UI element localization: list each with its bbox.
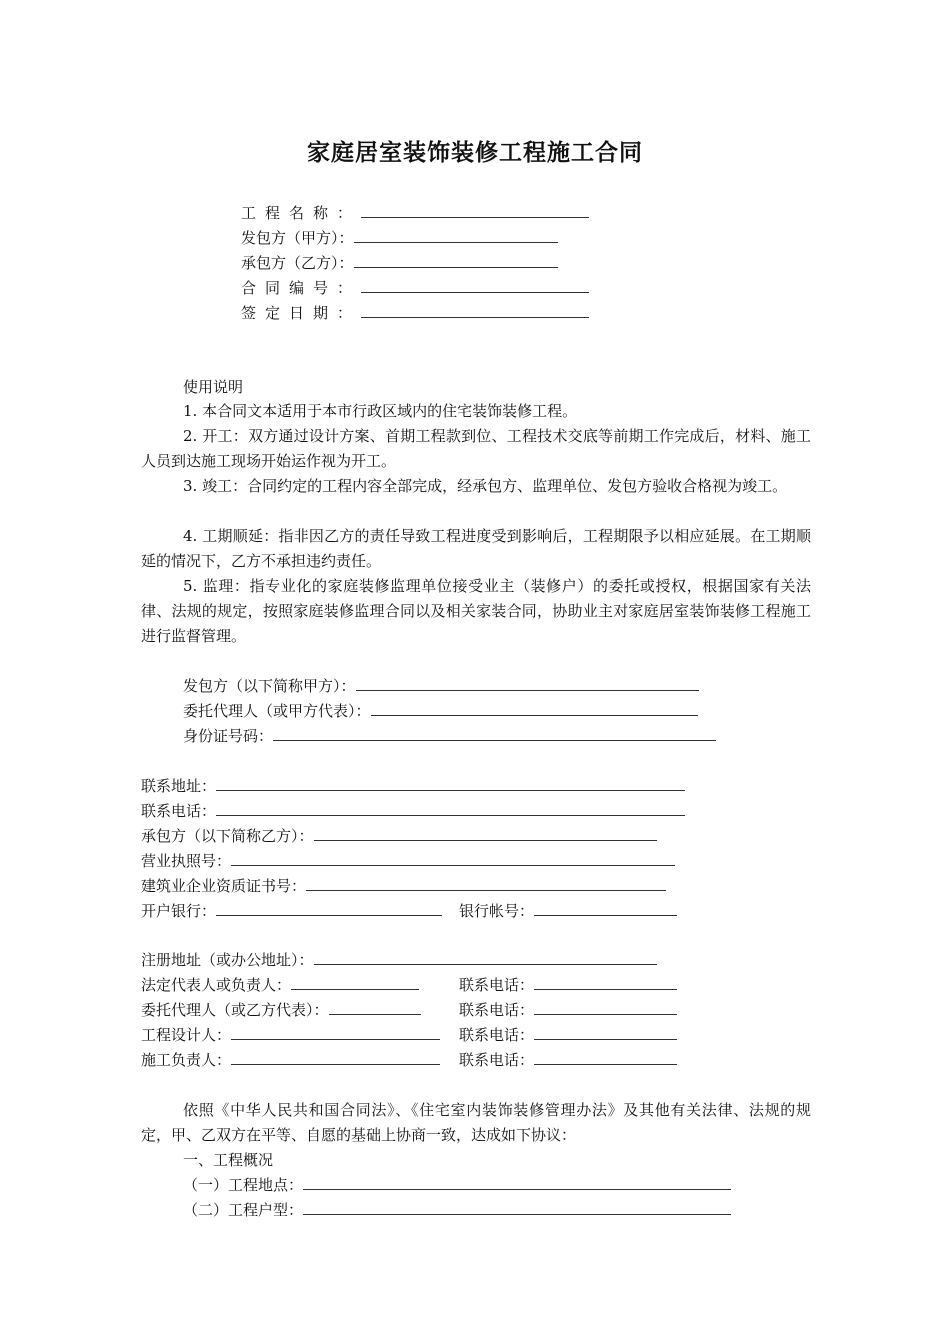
usage-heading: 使用说明	[183, 378, 244, 396]
usage-item-5: 5. 监理：指专业化的家庭装修监理单位接受业主（装修户）的委托或授权，根据国家有关法律、法规的规定，按照家庭装修监理合同以及相关家装合同，协助业主对家庭居室装饰装修工程施工进行监督管理。	[141, 577, 811, 645]
legal-rep-label: 法定代表人或负责人：	[141, 976, 292, 994]
usage-item-1: 1. 本合同文本适用于本市行政区域内的住宅装饰装修工程。	[183, 402, 578, 420]
address-blank[interactable]	[216, 774, 685, 791]
agent-a-label: 委托代理人（或甲方代表）：	[183, 702, 371, 720]
party-b-full-label: 承包方（以下简称乙方）：	[141, 827, 314, 845]
party-b-blank[interactable]	[354, 251, 558, 268]
designer-row	[141, 1023, 440, 1047]
location-blank[interactable]	[303, 1173, 731, 1190]
party-a-label: 发包方（甲方）：	[241, 229, 354, 247]
legal-rep-phone-label: 联系电话：	[459, 976, 535, 994]
site-manager-phone-blank[interactable]	[534, 1048, 677, 1065]
site-manager-phone-row	[459, 1048, 677, 1072]
agent-b-phone-blank[interactable]	[534, 998, 677, 1015]
contract-no-label: 合同编号：	[241, 279, 362, 297]
agent-b-label: 委托代理人（或乙方代表）：	[141, 1001, 329, 1019]
bank-label: 开户银行：	[141, 902, 217, 920]
agent-b-row	[141, 998, 421, 1022]
party-b-full-row	[141, 824, 657, 848]
account-row	[459, 899, 677, 923]
designer-phone-label: 联系电话：	[459, 1026, 535, 1044]
qualification-blank[interactable]	[306, 874, 666, 891]
designer-blank[interactable]	[231, 1023, 440, 1040]
agreement-intro: 依照《中华人民共和国合同法》、《住宅室内装饰装修管理办法》及其他有关法律、法规的规定，甲、乙双方在平等、自愿的基础上协商一致，达成如下协议：	[141, 1101, 811, 1144]
location-label: （一）工程地点：	[183, 1176, 304, 1194]
license-label: 营业执照号：	[141, 852, 232, 870]
sign-date-label: 签定日期：	[241, 304, 362, 322]
party-a-full-blank[interactable]	[356, 674, 699, 691]
document-title: 家庭居室装饰装修工程施工合同	[307, 139, 643, 166]
contract-no-blank[interactable]	[361, 276, 589, 293]
legal-rep-phone-blank[interactable]	[534, 973, 677, 990]
party-a-blank[interactable]	[354, 226, 558, 243]
cover-sign-date	[241, 301, 589, 325]
section-1-heading: 一、工程概况	[183, 1151, 274, 1169]
id-no-row	[183, 724, 716, 748]
phone-blank[interactable]	[216, 799, 685, 816]
project-name-label: 工程名称：	[241, 204, 362, 222]
designer-label: 工程设计人：	[141, 1026, 232, 1044]
account-label: 银行帐号：	[459, 902, 535, 920]
cover-party-a	[241, 226, 558, 250]
account-blank[interactable]	[534, 899, 677, 916]
designer-phone-row	[459, 1023, 677, 1047]
legal-rep-blank[interactable]	[291, 973, 419, 990]
bank-row	[141, 899, 442, 923]
agent-b-phone-row	[459, 998, 677, 1022]
id-no-label: 身份证号码：	[183, 727, 274, 745]
bank-blank[interactable]	[216, 899, 442, 916]
id-no-blank[interactable]	[273, 724, 716, 741]
reg-address-row	[141, 948, 657, 972]
unit-type-label: （二）工程户型：	[183, 1201, 304, 1219]
cover-contract-no	[241, 276, 589, 300]
legal-rep-phone-row	[459, 973, 677, 997]
unit-type-row	[183, 1198, 731, 1222]
site-manager-label: 施工负责人：	[141, 1051, 232, 1069]
usage-item-4: 4. 工期顺延：指非因乙方的责任导致工程进度受到影响后，工程期限予以相应延展。在工期顺延的情况下，乙方不承担违约责任。	[141, 527, 811, 570]
license-blank[interactable]	[231, 849, 675, 866]
party-a-full-label: 发包方（以下简称甲方）：	[183, 677, 356, 695]
cover-party-b	[241, 251, 558, 275]
agent-a-row	[183, 699, 698, 723]
phone-row	[141, 799, 685, 823]
project-name-blank[interactable]	[361, 201, 589, 218]
address-row	[141, 774, 685, 798]
unit-type-blank[interactable]	[303, 1198, 731, 1215]
qualification-row	[141, 874, 666, 898]
agent-b-blank[interactable]	[329, 998, 421, 1015]
party-b-full-blank[interactable]	[314, 824, 657, 841]
legal-rep-row	[141, 973, 419, 997]
phone-label: 联系电话：	[141, 802, 217, 820]
site-manager-blank[interactable]	[231, 1048, 440, 1065]
location-row	[183, 1173, 731, 1197]
cover-project-name	[241, 201, 589, 225]
reg-address-blank[interactable]	[314, 948, 657, 965]
party-a-row	[183, 674, 699, 698]
sign-date-blank[interactable]	[361, 301, 589, 318]
usage-item-3: 3. 竣工：合同约定的工程内容全部完成，经承包方、监理单位、发包方验收合格视为竣工。	[183, 477, 788, 495]
qualification-label: 建筑业企业资质证书号：	[141, 877, 307, 895]
site-manager-phone-label: 联系电话：	[459, 1051, 535, 1069]
party-b-label: 承包方（乙方）：	[241, 254, 354, 272]
reg-address-label: 注册地址（或办公地址）：	[141, 951, 314, 969]
usage-item-2: 2. 开工：双方通过设计方案、首期工程款到位、工程技术交底等前期工作完成后，材料、施工人员到达施工现场开始运作视为开工。	[141, 427, 811, 470]
agent-b-phone-label: 联系电话：	[459, 1001, 535, 1019]
address-label: 联系地址：	[141, 777, 217, 795]
site-manager-row	[141, 1048, 440, 1072]
agent-a-blank[interactable]	[371, 699, 698, 716]
license-row	[141, 849, 675, 873]
designer-phone-blank[interactable]	[534, 1023, 677, 1040]
